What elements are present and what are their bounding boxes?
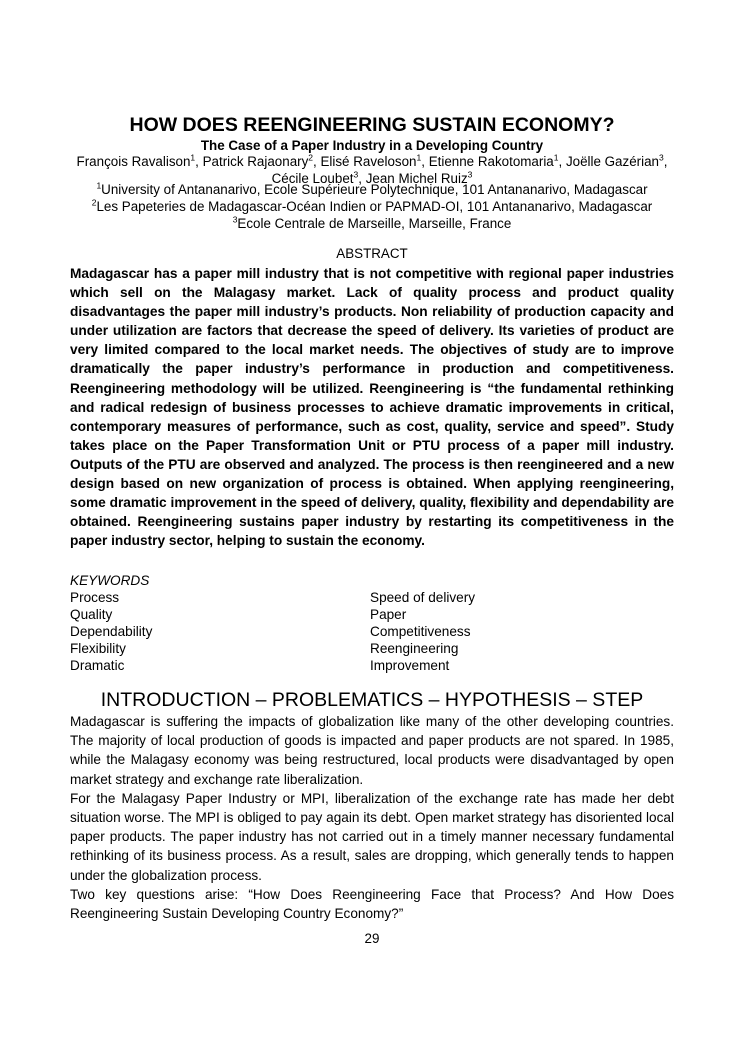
- keyword: Flexibility: [70, 641, 126, 656]
- affiliation: $^3$Ecole Centrale de Marseille, Marseille, France: [232, 214, 512, 231]
- abstract-text: Madagascar has a paper mill industry that is not competitive with regional paper industries which sell on the Malagasy market. Lack of quality process and product quality disadvantages the paper mill industry’s products. Non reliability of production capacity and under utilization are factors that decrease the speed of delivery. Its varieties of product are very limited compared to the local market needs. The objectives of study are to improve dramatically the paper industry’s performance in production and competitiveness. Reengineering methodology will be utilized. Reengineering is “the fundamental rethinking and radical redesign of business processes to achieve dramatic improvements in critical, contemporary measures of performance, such as cost, quality, service and speed”. Study takes place on the Paper Transformation Unit or PTU process of a paper mill industry. Outputs of the PTU are observed and analyzed. The process is then reengineered and a new design based on new organization of process is obtained. When applying reengineering, some dramatic improvement in the speed of delivery, quality, flexibility and dependability are obtained. Reengineering sustains paper industry by restarting its competitiveness in the paper industry sector, helping to sustain the economy.: [70, 266, 674, 549]
- keyword: Speed of delivery: [370, 590, 476, 605]
- affiliation-list: [60, 181, 684, 232]
- paragraph: Two key questions arise: “How Does Reengineering Face that Process? And How Does Reengineering Sustain Developing Country Economy?”: [70, 886, 674, 922]
- abstract-heading: ABSTRACT: [336, 246, 408, 261]
- affiliation: $^1$University of Antananarivo, Ecole Supérieure Polytechnique, 101 Antananarivo, Madagascar: [96, 180, 648, 197]
- author: Patrick Rajaonary$^2$: [202, 152, 314, 169]
- keywords-heading: KEYWORDS: [70, 573, 150, 588]
- paper-title: HOW DOES REENGINEERING SUSTAIN ECONOMY?: [129, 114, 615, 136]
- keyword: Dramatic: [70, 658, 125, 673]
- keyword: Competitiveness: [370, 624, 471, 639]
- author: Jean Michel Ruiz$^3$: [365, 169, 473, 186]
- keyword: Process: [70, 590, 120, 605]
- section-body: [70, 712, 674, 923]
- paper-subtitle: The Case of a Paper Industry in a Developing Country: [200, 138, 544, 153]
- author: François Ravalison$^1$: [76, 152, 196, 169]
- keyword: Dependability: [70, 624, 153, 639]
- author-list: François Ravalison$^1$, Patrick Rajaonary$^2$, Elisé Raveloson$^1$, Etienne Rakotomaria$^1$, Joëlle Gazérian$^3$, Cécile Loubet$^3$, Jean Michel Ruiz$^3$: [76, 152, 668, 186]
- paragraph: Madagascar is suffering the impacts of globalization like many of the other developing countries. The majority of local production of goods is impacted and paper products are not spared. In 1985, while the Malagasy economy was being restructured, local products were disadvantaged by open market strategy and exchange rate liberalization.: [70, 714, 674, 787]
- author: Elisé Raveloson$^1$: [320, 152, 422, 169]
- page-number: 29: [364, 931, 380, 946]
- paragraph: For the Malagasy Paper Industry or MPI, liberalization of the exchange rate has made her debt situation worse. The MPI is obliged to pay again its debt. Open market strategy has disoriented local paper products. The paper industry has not carried out in a timely manner necessary fundamental rethinking of its business process. As a result, sales are dropping, which generally tends to happen under the globalization process.: [70, 790, 674, 883]
- keyword: Paper: [370, 607, 407, 622]
- author: Cécile Loubet$^3$: [271, 169, 359, 186]
- keyword: Quality: [70, 607, 113, 622]
- affiliation: $^2$Les Papeteries de Madagascar-Océan Indien or PAPMAD-OI, 101 Antananarivo, Madagascar: [91, 197, 653, 214]
- keywords-list: [70, 589, 674, 674]
- keyword: Improvement: [370, 658, 450, 673]
- author: Etienne Rakotomaria$^1$: [428, 152, 559, 169]
- section-heading: INTRODUCTION – PROBLEMATICS – HYPOTHESIS – STEP: [100, 689, 644, 711]
- keyword: Reengineering: [370, 641, 459, 656]
- author: Joëlle Gazérian$^3$: [565, 152, 664, 169]
